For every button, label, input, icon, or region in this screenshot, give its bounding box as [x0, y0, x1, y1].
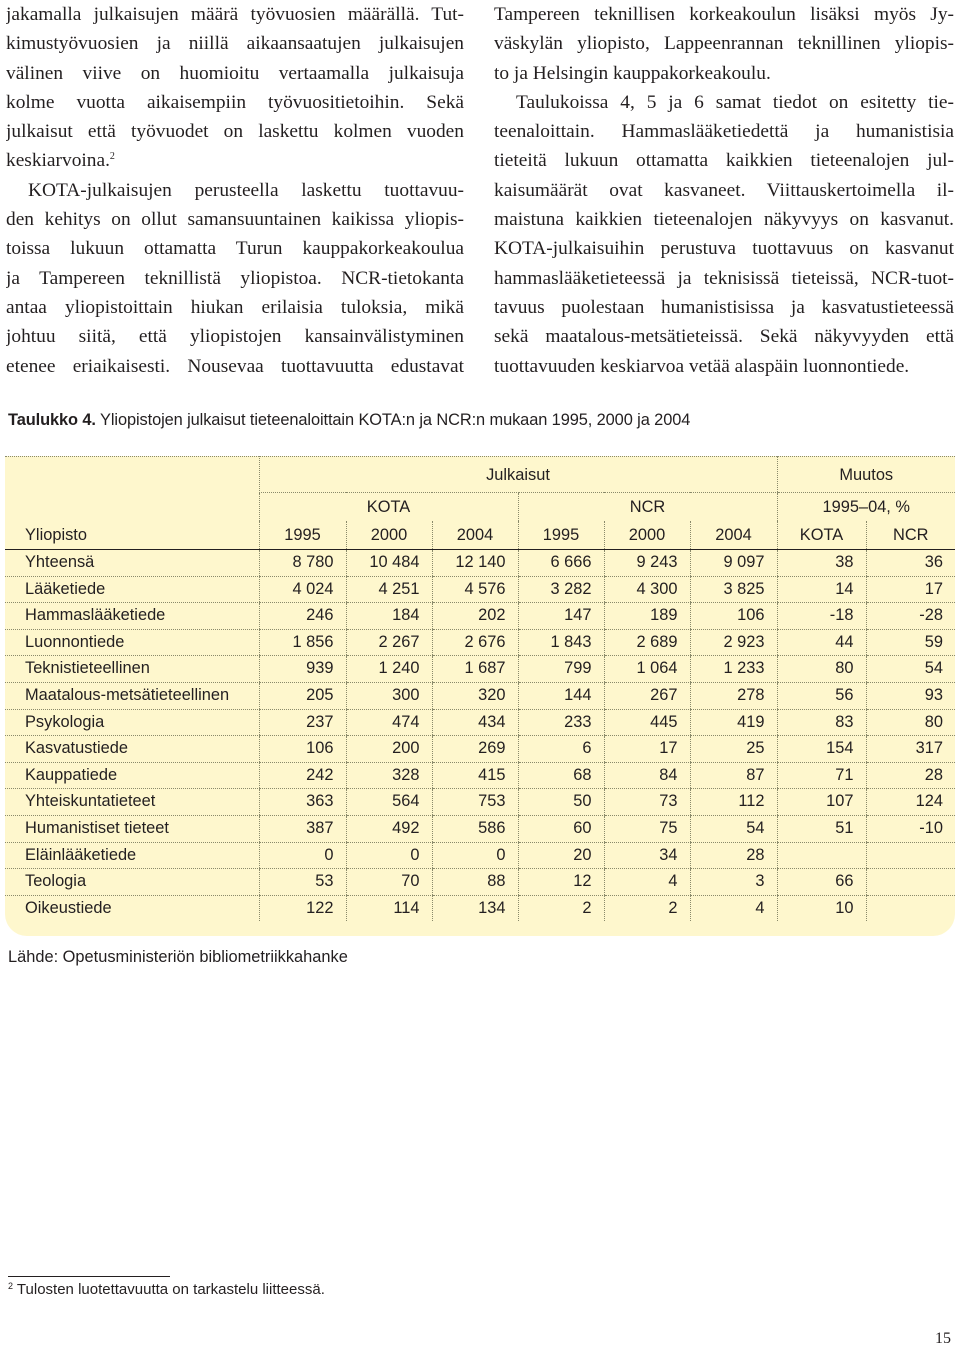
- table-cell: 75: [604, 815, 690, 842]
- column-header-yliopisto: Yliopisto: [5, 521, 259, 550]
- table-cell: 25: [690, 736, 777, 763]
- table-cell: 66: [777, 869, 866, 896]
- table-cell: 387: [259, 815, 346, 842]
- table-row: [5, 815, 955, 842]
- table-cell: 114: [346, 895, 432, 921]
- table-header-row-source: [5, 493, 955, 522]
- row-label: Maatalous-metsätieteellinen: [5, 682, 259, 709]
- table-cell: 278: [690, 682, 777, 709]
- table-row: [5, 603, 955, 630]
- text-line: johtuu siitä, että yliopistojen kansainvälistyminen: [6, 326, 464, 348]
- table-cell: 44: [777, 629, 866, 656]
- table-cell: 1 843: [518, 629, 604, 656]
- left-text-column: [6, 0, 464, 381]
- table-row: [5, 576, 955, 603]
- table-cell: 12: [518, 869, 604, 896]
- table-cell: 147: [518, 603, 604, 630]
- text-line: tuottavuuden keskiarvoa vetää alaspäin luonnontiede.: [494, 355, 910, 377]
- row-label: Kauppatiede: [5, 762, 259, 789]
- table-row: [5, 895, 955, 921]
- row-label: Humanistiset tieteet: [5, 815, 259, 842]
- text-line: ja Tampereen teknillistä yliopistoa. NCR-tietokanta: [6, 267, 464, 289]
- table-cell: 107: [777, 789, 866, 816]
- table-row: [5, 869, 955, 896]
- table-cell: 415: [432, 762, 518, 789]
- table-cell: 28: [866, 762, 955, 789]
- table-cell: 106: [690, 603, 777, 630]
- row-label: Kasvatustiede: [5, 736, 259, 763]
- row-label: Lääketiede: [5, 576, 259, 603]
- table-cell: 1 240: [346, 656, 432, 683]
- text-line-with-footnote: [6, 146, 464, 175]
- table-cell: 17: [604, 736, 690, 763]
- kota-header: KOTA: [259, 493, 518, 522]
- table-cell: [777, 842, 866, 869]
- table-cell: 12 140: [432, 550, 518, 577]
- table-cell: 56: [777, 682, 866, 709]
- text-line: julkaisut että työvuodet on laskettu kolmen vuoden: [6, 121, 464, 143]
- table-cell: 34: [604, 842, 690, 869]
- table-cell: 3: [690, 869, 777, 896]
- footnote-reference: 2: [109, 151, 115, 163]
- table-cell: 38: [777, 550, 866, 577]
- table-cell: 434: [432, 709, 518, 736]
- table-cell: 267: [604, 682, 690, 709]
- text-line: maistuna kaikkien tieteenalojen näkyvyys on kasvanut.: [494, 209, 954, 231]
- text-line: kimustyövuosien ja niillä aikaansaatujen julkaisujen: [6, 33, 464, 55]
- text-line: toissa lukuun ottamatta Turun kauppakorkeakoulua: [6, 238, 464, 260]
- row-label: Psykologia: [5, 709, 259, 736]
- table-cell: 3 825: [690, 576, 777, 603]
- table-header-row-group: [5, 456, 955, 493]
- column-header: 1995: [518, 521, 604, 550]
- column-header: 2000: [604, 521, 690, 550]
- table-cell: 419: [690, 709, 777, 736]
- table-row: [5, 789, 955, 816]
- column-header: NCR: [866, 521, 955, 550]
- table-cell: 84: [604, 762, 690, 789]
- table-cell: -10: [866, 815, 955, 842]
- table-cell: 154: [777, 736, 866, 763]
- table-cell: 4 300: [604, 576, 690, 603]
- text-line: tavuus puolestaan humanistisissa ja kasvatustieteessä: [494, 296, 954, 318]
- footnote-rule: [8, 1276, 170, 1277]
- table-row: [5, 629, 955, 656]
- table-header-row-columns: [5, 521, 955, 550]
- table-cell: 4 576: [432, 576, 518, 603]
- table-cell: 134: [432, 895, 518, 921]
- table-cell: 106: [259, 736, 346, 763]
- row-label: Hammaslääketiede: [5, 603, 259, 630]
- table-cell: 17: [866, 576, 955, 603]
- column-header: 2004: [690, 521, 777, 550]
- table-cell: 28: [690, 842, 777, 869]
- table-row: [5, 656, 955, 683]
- table-cell: 83: [777, 709, 866, 736]
- table-row: [5, 550, 955, 577]
- table-cell: 71: [777, 762, 866, 789]
- table-cell: 68: [518, 762, 604, 789]
- table-cell: 202: [432, 603, 518, 630]
- change-period-header: 1995–04, %: [777, 493, 955, 522]
- text-line: antaa yliopistoittain hiukan erilaisia tuloksia, mikä: [6, 296, 464, 318]
- row-label: Yhteiskuntatieteet: [5, 789, 259, 816]
- publications-table: [5, 456, 955, 921]
- table-cell: 320: [432, 682, 518, 709]
- table-cell: 1 856: [259, 629, 346, 656]
- table-cell: 564: [346, 789, 432, 816]
- table-cell: 300: [346, 682, 432, 709]
- text-line: KOTA-julkaisujen perusteella laskettu tuottavuu-: [28, 179, 464, 201]
- table-cell: 4 024: [259, 576, 346, 603]
- table-cell: 124: [866, 789, 955, 816]
- column-header: 1995: [259, 521, 346, 550]
- table-cell: 1 687: [432, 656, 518, 683]
- table-cell: 9 097: [690, 550, 777, 577]
- text-line: to ja Helsingin kauppakorkeakoulu.: [494, 62, 771, 84]
- text-line: väskylän yliopisto, Lappeenrannan teknillinen yliopis-: [494, 33, 954, 55]
- column-header: 2000: [346, 521, 432, 550]
- table-cell: 4: [690, 895, 777, 921]
- text-line: välinen viive on huomioitu vertaamalla julkaisuja: [6, 62, 464, 84]
- table-cell: 0: [346, 842, 432, 869]
- table-cell: 184: [346, 603, 432, 630]
- text-line: den kehitys on ollut samansuuntainen kaikissa yliopis-: [6, 209, 464, 231]
- table-cell: -28: [866, 603, 955, 630]
- table-cell: 36: [866, 550, 955, 577]
- table-cell: 753: [432, 789, 518, 816]
- table-cell: 1 233: [690, 656, 777, 683]
- table-cell: 237: [259, 709, 346, 736]
- text-line: sekä maatalous-metsätieteissä. Sekä näkyvyyden että: [494, 326, 954, 348]
- page-number: 15: [935, 1330, 951, 1347]
- table-cell: 269: [432, 736, 518, 763]
- table-cell: 445: [604, 709, 690, 736]
- table-cell: 246: [259, 603, 346, 630]
- text-line: hammaslääketieteessä ja teknisissä tieteissä, NCR-tuot-: [494, 267, 954, 289]
- table-cell: 60: [518, 815, 604, 842]
- table-cell: 328: [346, 762, 432, 789]
- table-cell: 317: [866, 736, 955, 763]
- julkaisut-header: Julkaisut: [259, 456, 777, 493]
- row-label: Eläinlääketiede: [5, 842, 259, 869]
- table-cell: 2: [518, 895, 604, 921]
- table-cell: 2 923: [690, 629, 777, 656]
- table-cell: 4: [604, 869, 690, 896]
- table-cell: [866, 842, 955, 869]
- table-cell: 14: [777, 576, 866, 603]
- table-row: [5, 736, 955, 763]
- table-cell: 233: [518, 709, 604, 736]
- table-cell: 0: [432, 842, 518, 869]
- table-cell: 144: [518, 682, 604, 709]
- table-cell: 112: [690, 789, 777, 816]
- text-line: kaisumäärät ovat kasvaneet. Viittauskertoimella il-: [494, 179, 954, 201]
- table-cell: 242: [259, 762, 346, 789]
- table-caption-text: Yliopistojen julkaisut tieteenaloittain KOTA:n ja NCR:n mukaan 1995, 2000 ja 2004: [100, 411, 691, 429]
- footnote-text: Tulosten luotettavuutta on tarkastelu liitteessä.: [16, 1281, 325, 1298]
- right-text-column: [494, 0, 954, 381]
- table-cell: 80: [866, 709, 955, 736]
- text-line: Taulukoissa 4, 5 ja 6 samat tiedot on esitetty tie-: [516, 91, 954, 113]
- table-cell: 492: [346, 815, 432, 842]
- table-caption: [8, 411, 690, 430]
- table-cell: 200: [346, 736, 432, 763]
- text-line: Tampereen teknillisen korkeakoulun lisäksi myös Jy-: [494, 4, 954, 25]
- table-cell: 51: [777, 815, 866, 842]
- text-line: tieteitä lukuun ottamatta kaikkien tieteenalojen jul-: [494, 150, 954, 172]
- table-cell: 54: [866, 656, 955, 683]
- table-cell: 363: [259, 789, 346, 816]
- table-cell: 53: [259, 869, 346, 896]
- table-cell: 2 689: [604, 629, 690, 656]
- text-line: jakamalla julkaisujen määrä työvuosien määrällä. Tut-: [6, 4, 464, 25]
- table-source: Lähde: Opetusministeriön bibliometriikkahanke: [8, 948, 348, 966]
- table-cell: 2 676: [432, 629, 518, 656]
- table-row: [5, 709, 955, 736]
- table-cell: 10 484: [346, 550, 432, 577]
- table-cell: 474: [346, 709, 432, 736]
- table-cell: 9 243: [604, 550, 690, 577]
- table-row: [5, 762, 955, 789]
- table-cell: 2: [604, 895, 690, 921]
- column-header: 2004: [432, 521, 518, 550]
- table-cell: 6: [518, 736, 604, 763]
- table-cell: 0: [259, 842, 346, 869]
- table-cell: 8 780: [259, 550, 346, 577]
- table-row: [5, 842, 955, 869]
- text-line: etenee eriaikaisesti. Nousevaa tuottavuutta edustavat: [6, 355, 464, 377]
- row-label: Luonnontiede: [5, 629, 259, 656]
- table-cell: 80: [777, 656, 866, 683]
- table-cell: 54: [690, 815, 777, 842]
- text-line: teenaloittain. Hammaslääketiedettä ja humanistisia: [494, 121, 954, 143]
- row-label: Yhteensä: [5, 550, 259, 577]
- table-cell: 93: [866, 682, 955, 709]
- table-cell: 88: [432, 869, 518, 896]
- row-label: Teologia: [5, 869, 259, 896]
- table-cell: 205: [259, 682, 346, 709]
- table-cell: 10: [777, 895, 866, 921]
- table-cell: 799: [518, 656, 604, 683]
- row-label: Teknistieteellinen: [5, 656, 259, 683]
- table-cell: 50: [518, 789, 604, 816]
- text-line: kolme vuotta aikaisempiin työvuositietoihin. Sekä: [6, 91, 464, 113]
- ncr-header: NCR: [518, 493, 777, 522]
- footnote: [8, 1281, 325, 1298]
- table-cell: 939: [259, 656, 346, 683]
- table-cell: 586: [432, 815, 518, 842]
- table-caption-label: Taulukko 4.: [8, 411, 96, 429]
- table-cell: [866, 869, 955, 896]
- table-cell: [866, 895, 955, 921]
- table-cell: -18: [777, 603, 866, 630]
- table-cell: 59: [866, 629, 955, 656]
- table-cell: 3 282: [518, 576, 604, 603]
- table-cell: 4 251: [346, 576, 432, 603]
- table-body: [5, 550, 955, 922]
- table-cell: 189: [604, 603, 690, 630]
- column-header: KOTA: [777, 521, 866, 550]
- table-cell: 20: [518, 842, 604, 869]
- table-cell: 122: [259, 895, 346, 921]
- muutos-header: Muutos: [777, 456, 955, 493]
- row-label: Oikeustiede: [25, 898, 112, 917]
- table-cell: 2 267: [346, 629, 432, 656]
- table-cell: 87: [690, 762, 777, 789]
- table-row: [5, 682, 955, 709]
- text-line: keskiarvoina.: [6, 150, 110, 172]
- table-cell: 73: [604, 789, 690, 816]
- table-cell: 6 666: [518, 550, 604, 577]
- table-cell: 1 064: [604, 656, 690, 683]
- footnote-mark: 2: [8, 1281, 14, 1291]
- table-cell: 70: [346, 869, 432, 896]
- text-line: KOTA-julkaisuihin perustuva tuottavuus on kasvanut: [494, 238, 954, 260]
